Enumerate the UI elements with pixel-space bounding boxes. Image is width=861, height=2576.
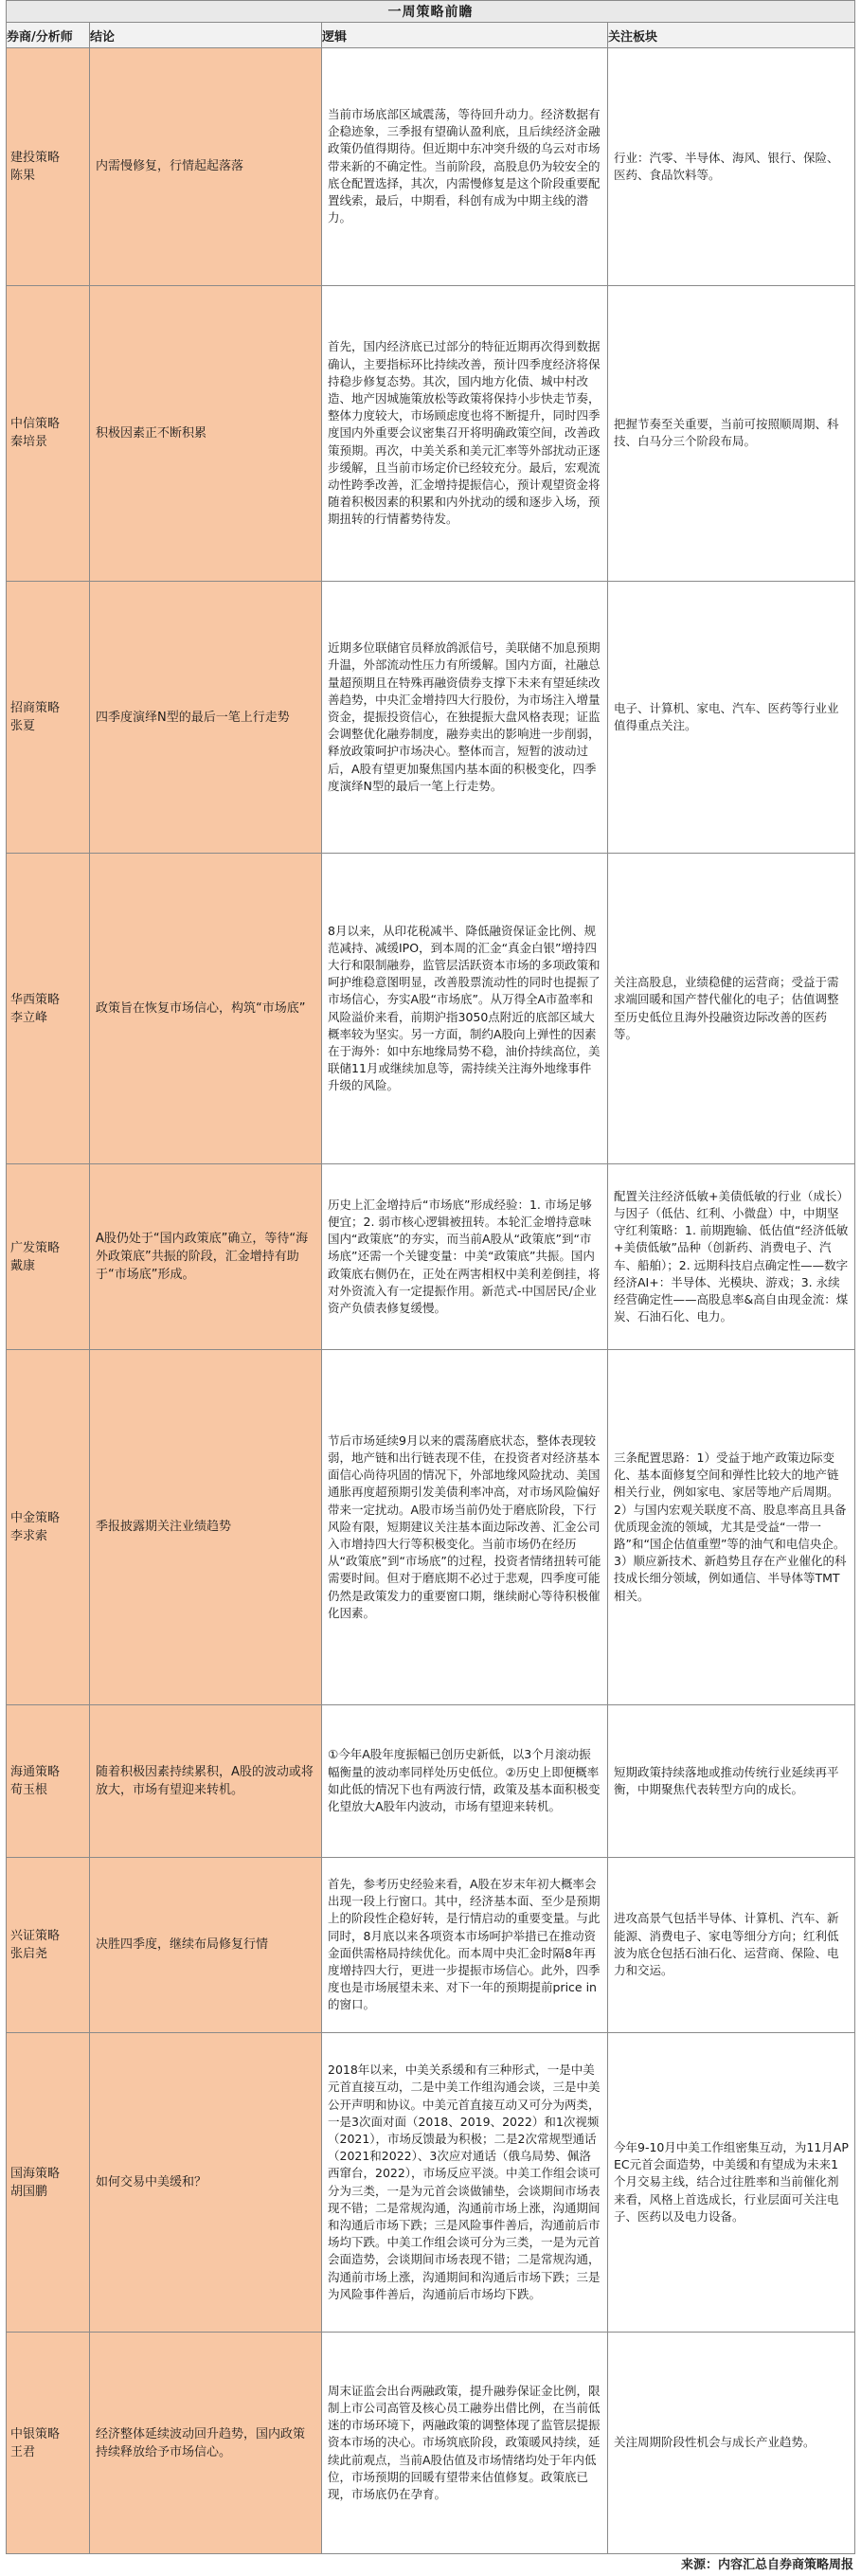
broker-name: 建投策略 xyxy=(10,150,61,165)
source-note: 来源：内容汇总自券商策略周报 xyxy=(680,2558,853,2572)
broker-cell xyxy=(7,285,90,582)
analyst-name: 胡国鹏 xyxy=(10,2184,48,2199)
broker-cell xyxy=(7,582,90,854)
sectors-cell: 把握节奏至关重要，当前可按照顺周期、科技、白马分三个阶段布局。 xyxy=(608,285,855,582)
table-body xyxy=(7,48,855,2554)
analyst-name: 李求索 xyxy=(10,1528,48,1543)
conclusion-cell: 如何交易中美缓和？ xyxy=(90,2032,322,2332)
logic-cell: 首先，参考历史经验来看，A股在岁末年初大概率会出现一段上行窗口。其中，经济基本面、至少是预期上的阶段性企稳好转，是行情启动的重要变量。与此同时，8月底以来各项资本市场呵护举措已在推动资金面供需格局持续优化。而本周中央汇金时隔8年再度增持四大行，更进一步提振市场信心。此外，四季度也是市场展望未来、对下一年的预期提前price in的窗口。 xyxy=(322,1857,608,2032)
table-row xyxy=(7,285,855,582)
logic-cell: 8月以来，从印花税减半、降低融资保证金比例、规范减持、减缓IPO，到本周的汇金“真金白银”增持四大行和限制融券，监管层活跃资本市场的多项政策和呵护维稳意图明显，改善股票流动性的同时也提振了市场信心，夯实A股“市场底”。从万得全A市盈率和风险溢价来看，前期沪指3050点附近的底部区域大概率较为坚实。另一方面，制约A股向上弹性的因素在于海外：如中东地缘局势不稳，油价持续高位，美联储11月或继续加息等，需持续关注海外地缘事件升级的风险。 xyxy=(322,853,608,1163)
broker-name: 招商策略 xyxy=(10,701,61,716)
logic-cell: 近期多位联储官员释放鸽派信号，美联储不加息预期升温，外部流动性压力有所缓解。国内方面，社融总量超预期且在特殊再融资债券支撑下未来有望延续改善趋势，中央汇金增持四大行股份，为市场注入增量资金，提振投资信心，在独提振大盘风格表现；证监会调整优化融券制度，融券卖出的影响进一步削弱，释放政策呵护市场决心。整体而言，短暂的波动过后，A股有望更加聚焦国内基本面的积极变化，四季度演绎N型的最后一笔上行走势。 xyxy=(322,582,608,854)
logic-cell: 2018年以来，中美关系缓和有三种形式，一是中美元首直接互动，二是中美工作组沟通会谈，三是中美公开声明和协议。中美元首直接互动又可分为两类，一是3次面对面（2018、2019、2022）和1次视频（2021），市场反馈最为积极；二是2次常规型通话（2021和2022）、3次应对通话（俄乌局势、佩洛西窜台，2022），市场反应平淡。中美工作组会谈可分为三类，一是为元首会谈做铺垫，会谈期间市场表现不错；二是常规沟通，沟通前市场上涨，沟通期间和沟通后市场下跌；三是风险事件善后，沟通前后市场均下跌。中美工作组会谈可分为三类，一是为元首会面造势，会谈期间市场表现不错；二是常规沟通，沟通前市场上涨，沟通期间和沟通后市场下跌；三是为风险事件善后，沟通前后市场均下跌。 xyxy=(322,2032,608,2332)
broker-cell xyxy=(7,1349,90,1704)
table-title: 一周策略前瞻 xyxy=(7,1,855,23)
broker-name: 中信策略 xyxy=(10,417,61,432)
conclusion-cell: A股仍处于“国内政策底”确立，等待“海外政策底”共振的阶段，汇金增持有助于“市场底”形成。 xyxy=(90,1164,322,1349)
logic-cell: 当前市场底部区域震荡，等待回升动力。经济数据有企稳迹象，三季报有望确认盈利底，且后续经济金融政策仍值得期待。但近期中东冲突升级的乌云对市场带来新的不确定性。当前阶段，高股息仍为较安全的底仓配置选择，其次，内需慢修复是这个阶段重要配置线索，最后，中期看，科创有成为中期主线的潜力。 xyxy=(322,48,608,286)
header-broker: 券商/分析师 xyxy=(7,23,90,48)
conclusion-cell: 内需慢修复，行情起起落落 xyxy=(90,48,322,286)
broker-cell xyxy=(7,1704,90,1857)
conclusion-cell: 经济整体延续波动回升趋势，国内政策持续释放给予市场信心。 xyxy=(90,2333,322,2554)
analyst-name: 戴康 xyxy=(10,1258,36,1273)
sectors-cell: 短期政策持续落地或推动传统行业延续再平衡，中期聚焦代表转型方向的成长。 xyxy=(608,1704,855,1857)
table-row xyxy=(7,1164,855,1349)
table-row xyxy=(7,1704,855,1857)
broker-cell xyxy=(7,2333,90,2554)
table-row xyxy=(7,2032,855,2332)
broker-cell xyxy=(7,48,90,286)
analyst-name: 张夏 xyxy=(10,719,36,734)
broker-name: 广发策略 xyxy=(10,1240,61,1255)
header-conclusion: 结论 xyxy=(90,23,322,48)
sectors-cell: 今年9-10月中美工作组密集互动，为11月APEC元首会面造势，中美缓和有望成为未来1个月交易主线，结合过往胜率和当前催化剂来看，风格上首选成长，行业层面可关注电子、医药以及电力设备。 xyxy=(608,2032,855,2332)
analyst-name: 张启尧 xyxy=(10,1946,48,1961)
conclusion-cell: 四季度演绎N型的最后一笔上行走势 xyxy=(90,582,322,854)
analyst-name: 王君 xyxy=(10,2444,36,2459)
conclusion-cell: 政策旨在恢复市场信心，构筑“市场底” xyxy=(90,853,322,1163)
logic-cell: 首先，国内经济底已过部分的特征近期再次得到数据确认，主要指标环比持续改善，预计四季度经济将保持稳步修复态势。其次，国内地方化债、城中村改造、地产因城施策放松等政策将保持小步快走节奏，整体力度较大，市场顾虑度也将不断提升，同时四季度国内外重要会议密集召开将明确政策空间，改善政策预期。再次，中美关系和美元汇率等外部扰动正逐步缓解，且当前市场定价已经较充分。最后，宏观流动性跨季改善，汇金增持提振信心，预计观望资金将随着积极因素的积累和内外扰动的缓和逐步入场，预期扭转的行情蓄势待发。 xyxy=(322,285,608,582)
broker-name: 中银策略 xyxy=(10,2426,61,2441)
sectors-cell: 行业：汽零、半导体、海风、银行、保险、医药、食品饮料等。 xyxy=(608,48,855,286)
table-row xyxy=(7,1857,855,2032)
sectors-cell: 进攻高景气包括半导体、计算机、汽车、新能源、消费电子、家电等细分方向；红利低波为底仓包括石油石化、运营商、保险、电力和交运。 xyxy=(608,1857,855,2032)
broker-name: 海通策略 xyxy=(10,1764,61,1779)
logic-cell: 历史上汇金增持后“市场底”形成经验：1. 市场足够便宜；2. 弱市核心逻辑被扭转。本轮汇金增持意味国内“政策底”的夯实，而当前A股从“政策底”到“市场底”还需一个关键变量：中美“政策底”共振。国内政策底右侧仍在，正处在两害相权中美利差倒挂，将对外资流入有一定提振作用。新范式-中国居民/企业资产负债表修复缓慢。 xyxy=(322,1164,608,1349)
analyst-name: 陈果 xyxy=(10,168,36,183)
broker-cell xyxy=(7,853,90,1163)
logic-cell: 节后市场延续9月以来的震荡磨底状态，整体表现较弱，地产链和出行链表现不佳，在投资者对经济基本面信心尚待巩固的情况下，外部地缘风险扰动、美国通胀再度超预期引发美债利率冲高，对市场风险偏好带来一定扰动。A股市场当前仍处于磨底阶段，下行风险有限，短期建议关注基本面边际改善、汇金公司入市增持四大行等积极变化。当前市场仍在经历从“政策底”到“市场底”的过程，投资者情绪扭转可能需要时间。但对于磨底期不必过于悲观，四季度可能仍然是政策发力的重要窗口期，继续耐心等待积极催化因素。 xyxy=(322,1349,608,1704)
broker-cell xyxy=(7,1164,90,1349)
table-row xyxy=(7,2333,855,2554)
table-row xyxy=(7,853,855,1163)
conclusion-cell: 决胜四季度，继续布局修复行情 xyxy=(90,1857,322,2032)
sectors-cell: 电子、计算机、家电、汽车、医药等行业业值得重点关注。 xyxy=(608,582,855,854)
analyst-name: 秦培景 xyxy=(10,435,48,450)
conclusion-cell: 积极因素正不断积累 xyxy=(90,285,322,582)
conclusion-cell: 季报披露期关注业绩趋势 xyxy=(90,1349,322,1704)
broker-name: 华西策略 xyxy=(10,992,61,1007)
logic-cell: 周末证监会出台两融政策，提升融券保证金比例，限制上市公司高管及核心员工融券出借比例，在当前低迷的市场环境下，两融政策的调整体现了监管层提振资本市场的决心。市场筑底阶段，政策暖风持续，延续此前观点，当前A股估值及市场情绪均处于年内低位，市场预期的回暖有望带来估值修复。政策底已现，市场底仍在孕育。 xyxy=(322,2333,608,2554)
table-row xyxy=(7,1349,855,1704)
broker-name: 国海策略 xyxy=(10,2166,61,2181)
table-row xyxy=(7,48,855,286)
sectors-cell: 关注高股息，业绩稳健的运营商；受益于需求端回暖和国产替代催化的电子；估值调整至历史低位且海外投融资边际改善的医药等。 xyxy=(608,853,855,1163)
header-sectors: 关注板块 xyxy=(608,23,855,48)
analyst-name: 荀玉根 xyxy=(10,1782,48,1797)
conclusion-cell: 随着积极因素持续累积，A股的波动或将放大，市场有望迎来转机。 xyxy=(90,1704,322,1857)
analyst-name: 李立峰 xyxy=(10,1010,48,1025)
sectors-cell: 三条配置思路：1）受益于地产政策边际变化、基本面修复空间和弹性比较大的地产链相关行业，例如家电、家居等地产后周期。2）与国内宏观关联度不高、股息率高且具备优质现金流的领域，尤其是受益“一带一路”和“国企估值重塑”等的油气和电信央企。3）顺应新技术、新趋势且存在产业催化的科技成长细分领域，例如通信、半导体等TMT相关。 xyxy=(608,1349,855,1704)
broker-cell xyxy=(7,2032,90,2332)
broker-name: 中金策略 xyxy=(10,1510,61,1525)
strategy-table xyxy=(6,0,855,2554)
logic-cell: ①今年A股年度振幅已创历史新低，以3个月滚动振幅衡量的波动率同样处历史低位。②历史上即便概率如此低的情况下也有两波行情，政策及基本面积极变化望放大A股年内波动，市场有望迎来转机。 xyxy=(322,1704,608,1857)
broker-cell xyxy=(7,1857,90,2032)
broker-name: 兴证策略 xyxy=(10,1928,61,1943)
sectors-cell: 配置关注经济低敏+美债低敏的行业（成长）与因子（低估、红利、小微盘）中，中期坚守红利策略：1. 前期跑输、低估值“经济低敏+美债低敏”品种（创新药、消费电子、汽车、船舶）；2. 远期科技启点确定性——数字经济AI+：半导体、光模块、游戏；3. 永续经营确定性——高股息率&高自由现金流：煤炭、石油石化、电力。 xyxy=(608,1164,855,1349)
header-logic: 逻辑 xyxy=(322,23,608,48)
sectors-cell: 关注周期阶段性机会与成长产业趋势。 xyxy=(608,2333,855,2554)
table-row xyxy=(7,582,855,854)
